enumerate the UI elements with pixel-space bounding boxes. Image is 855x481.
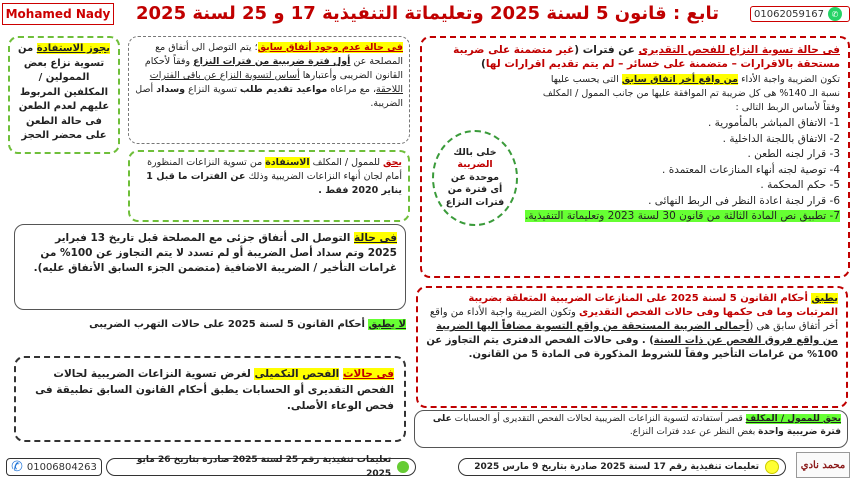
- no-prior-text: وفقاً لأحكام القانون الضريبى وأعتبارها: [144, 56, 403, 81]
- due-tax-text-2: التى يحسب عليها نسبة الـ 140% هى كل ضريبة تم الموافقة عليها من جانب الممول / المكلف وفقاً لأساس الربط التالى :: [542, 74, 840, 113]
- complementary-exam-box: [14, 356, 406, 442]
- no-prior-text: ، مع مراعاه: [327, 84, 377, 95]
- applies-lead: يطبق: [811, 293, 838, 304]
- note-line: موحدة عن: [450, 171, 500, 183]
- signature-stamp: [796, 452, 850, 478]
- note-line: فترات النزاع: [445, 196, 505, 208]
- phone-number: 01006804263: [26, 461, 97, 473]
- no-prior-lead: فى حالة عدم وجود أتفاق سابق: [257, 42, 403, 53]
- committees-highlight: الاستفادة: [265, 157, 310, 168]
- whatsapp-contact: [750, 6, 850, 22]
- committees-text: للممول / المكلف: [309, 157, 384, 168]
- yellow-dot-icon: [765, 460, 779, 474]
- applies-bookkeeping: وفى حالات الفحص الدفترى يتم التجاوز عن 100% من غرامات التأخير وفقاً للشروط المذكورة فى المادة 5 من القانون.: [426, 335, 838, 360]
- due-tax-highlight: من واقع أخر اتفاق سابق: [621, 74, 739, 85]
- whatsapp-icon: ✆: [828, 7, 842, 21]
- complementary-lead: فى حالات: [342, 368, 394, 380]
- note-line: الضريبة: [457, 159, 493, 171]
- no-prior-first-period: أول فترة ضريبية من فترات النزاع: [193, 56, 351, 67]
- not-apply-lead: لا يطبق: [368, 319, 406, 330]
- no-prior-payment: وسداد: [156, 84, 186, 95]
- settlement-lead: فى حالة تسوية النزاع للفحص التقديرى: [638, 44, 840, 56]
- single-period-text: قصر أستفادته لتسوية النزاعات الضريبية لحالات الفحص التقديرى أو الحسابات: [451, 414, 746, 424]
- phone-icon: ✆: [11, 459, 23, 475]
- settlement-conditions: غير متضمنة على ضريبة مستحقة بالاقرارات – متضمنة على خسائر – لم يتم تقديم اقرارات لها: [453, 44, 840, 70]
- list-item: 6- قرار لجنة اعادة النظر فى الربط النهائى .: [648, 194, 840, 207]
- settlement-lead-mid: عن فترات (: [574, 44, 639, 56]
- committees-period: عن الفترات ما قبل 1 يناير 2020 فقط .: [146, 171, 402, 196]
- not-apply-text: أحكام القانون 5 لسنة 2025 على حالات التهرب الضريبى: [89, 319, 369, 330]
- list-item: 5- حكم المحكمة .: [760, 179, 840, 191]
- committees-text: من تسوية النزاعات المنظورة أمام لجان أنهاء النزاعات الضريبية وذلك: [147, 157, 402, 182]
- note-line: خلى بالك: [453, 146, 497, 158]
- no-prior-text: ؛ يتم التوصل الى أتفاق مع المصلحة عن: [155, 42, 403, 67]
- applies-text: ) .: [638, 335, 654, 346]
- instructions-17-text: تعليمات تنفيذية رقم 17 لسنة 2025 صادرة بتاريخ 9 مارس 2025: [474, 462, 759, 472]
- phone-contact: [6, 458, 102, 476]
- applies-scope: أحكام القانون 5 لسنة 2025 على المنازعات الضريبية المتعلقة بضريبة المرتبات وما فى حكمها وفى حالات الفحص التقديرى: [468, 293, 838, 318]
- signature-text: محمد نادي: [800, 459, 846, 471]
- list-item: 3- قرار لجنه الطعن .: [747, 148, 840, 160]
- author-name-box: [2, 3, 114, 25]
- no-prior-text: أصل الضريبة.: [135, 84, 403, 109]
- unified-tax-note: [432, 130, 518, 226]
- appeal-text: من تسوية نزاع بعض الممولين / المكلفين المربوط عليهم لعدم الطعن فى حالة الطعن على محضر الحجز: [18, 43, 110, 141]
- settlement-lead-end: ): [481, 58, 486, 70]
- appeal-seizure-box: [8, 36, 120, 154]
- instructions-17-note: [458, 458, 786, 476]
- green-dot-icon: [397, 461, 409, 473]
- salaries-applicability-box: [416, 286, 848, 408]
- single-period-text: بغض النظر عن عدد فترات النزاع.: [629, 426, 759, 437]
- single-period-lead: يحق للممول / المكلف: [745, 414, 841, 424]
- applies-text: وتكون الضريبة واجبة الأداء من واقع أخر أتفاق سابق هى (: [429, 307, 838, 332]
- author-name: Mohamed Nady: [5, 7, 111, 21]
- instructions-25-note: [106, 455, 416, 479]
- note-line: أى فترة من: [447, 184, 503, 196]
- appeal-lead: يجوز الاستفادة: [36, 43, 110, 54]
- list-item: 4- توصية لجنه أنهاء المنازعات المعتمدة .: [662, 163, 840, 176]
- complementary-highlight: الفحص التكميلى: [254, 368, 340, 380]
- complementary-text: لغرض تسوية النزاعات الضريبية لحالات الفحص التقديرى أو الحسابات يطبق أحكام القانون السابق تطبيقة فى فحص الوعاء الأصلى.: [35, 368, 394, 412]
- no-prior-agreement-box: [128, 36, 410, 144]
- partial-agreement-box: [14, 224, 406, 310]
- whatsapp-number: 01062059167: [754, 8, 824, 20]
- list-item-7: 7- تطبيق نص المادة الثالثة من قانون 30 لسنة 2023 وتعليماتة التنفيذية.: [525, 210, 840, 222]
- partial-text: التوصل الى أتفاق جزئى مع المصلحة قبل تاريخ 13 فبراير 2025 وتم سداد أصل الضريبة أو لم تسدد لا يتم التجاوز عن 100% من غرامات التأخير / الضريبة الاضافية (متضمن الجزء السابق الأتفاق عليه).: [33, 232, 397, 274]
- instructions-25-text: تعليمات تنفيذية رقم 25 لسنة 2025 صادرة بتاريخ 26 مايو 2025: [136, 455, 392, 479]
- single-period-box: [414, 410, 848, 448]
- tax-evasion-note: [14, 318, 406, 336]
- no-prior-text: تسوية النزاع: [185, 84, 240, 95]
- partial-lead: فى حالة: [354, 232, 397, 244]
- applies-total-tax: أجمالى الضريبة المستحقة من واقع التسوية مضافاً اليها الضريبة من واقع فروق الفحص عن ذات السنة: [436, 321, 838, 346]
- committees-lead: يحق: [383, 157, 402, 168]
- committees-box: [128, 150, 410, 222]
- list-item: 1- الاتفاق المباشر بالمأمورية .: [707, 117, 840, 129]
- list-item: 2- الاتفاق باللجنة الداخلية .: [722, 132, 840, 145]
- page-title: تابع : قانون 5 لسنة 2025 وتعليماتة التنفيذية 17 و 25 لسنة 2025: [136, 3, 719, 24]
- single-period-bold: على فترة ضريبية واحدة: [432, 414, 841, 437]
- no-prior-deadline: مواعيد تقديم طلب: [239, 84, 328, 95]
- no-prior-basis: أساس لتسوية النزاع عن باقى الفترات اللاحقة: [149, 70, 403, 95]
- due-tax-text: تكون الضريبة واجبة الأداء: [738, 74, 840, 85]
